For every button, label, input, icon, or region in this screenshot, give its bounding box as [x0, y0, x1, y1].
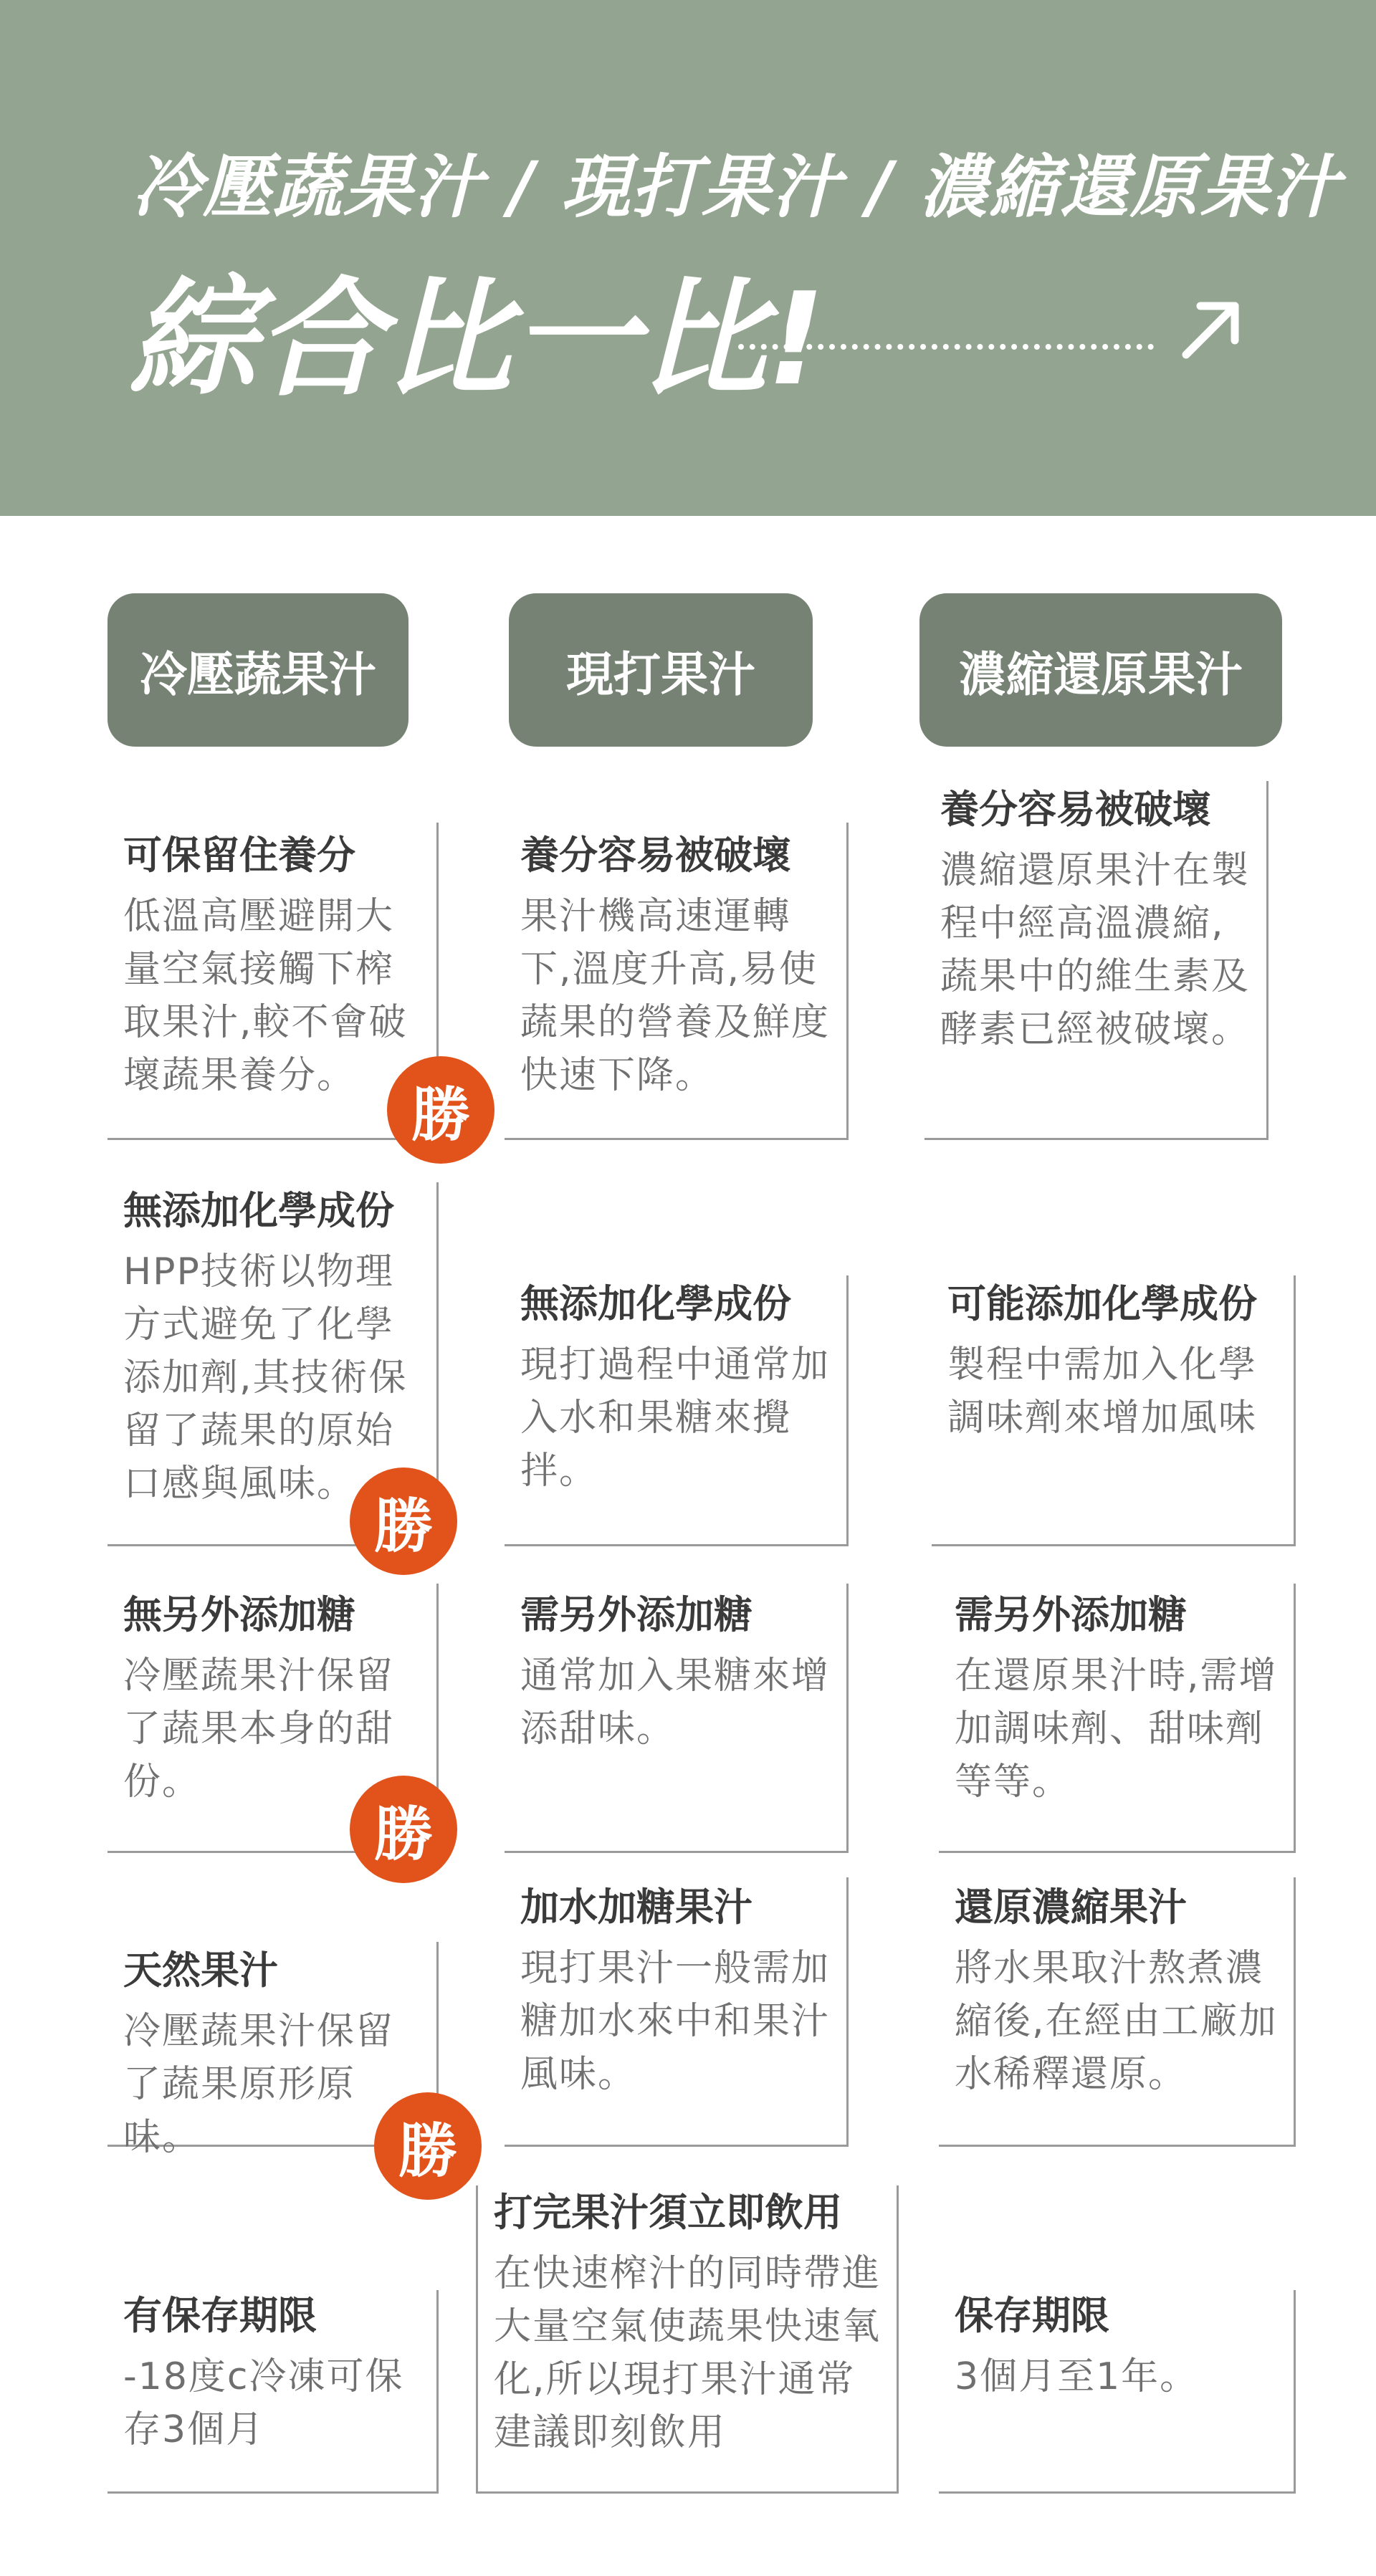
card-additives-fresh	[505, 1275, 849, 1546]
card-natural-concentrate	[939, 1877, 1296, 2147]
column-header-fresh: 現打果汁	[509, 593, 813, 747]
card-heading: 打完果汁須立即飲用	[494, 2190, 842, 2235]
card-body: 低溫高壓避開大量空氣接觸下榨取果汁,較不會破壞蔬果養分。	[123, 895, 408, 1097]
card-body: 3個月至1年。	[955, 2355, 1199, 2398]
card-body: 通常加入果糖來增添甜味。	[520, 1655, 831, 1751]
card-sugar-concentrate	[939, 1584, 1296, 1853]
page-subtitle: 冷壓蔬果汁 / 現打果汁 / 濃縮還原果汁	[133, 147, 1341, 227]
card-heading: 需另外添加糖	[955, 1592, 1187, 1637]
card-sugar-fresh	[505, 1584, 849, 1853]
card-body: 在還原果汁時,需增加調味劑、甜味劑等等。	[955, 1655, 1278, 1804]
card-body: -18度c冷凍可保存3個月	[123, 2355, 404, 2451]
card-additives-concentrate	[932, 1275, 1296, 1546]
card-shelf-life-concentrate	[939, 2290, 1296, 2494]
page-header	[0, 0, 1376, 516]
card-natural-fresh	[505, 1877, 849, 2147]
card-body: 將水果取汁熬煮濃縮後,在經由工廠加水稀釋還原。	[955, 1947, 1278, 2096]
dotted-line	[738, 344, 1154, 350]
card-heading: 可保留住養分	[123, 833, 355, 878]
card-nutrients-cold-pressed	[108, 823, 439, 1140]
card-nutrients-fresh	[505, 823, 849, 1140]
card-body: 製程中需加入化學調味劑來增加風味	[947, 1344, 1258, 1440]
card-body: 濃縮還原果汁在製程中經高溫濃縮,蔬果中的維生素及酵素已經被破壞。	[940, 849, 1251, 1051]
column-header-cold-pressed: 冷壓蔬果汁	[108, 593, 408, 747]
column-header-concentrate: 濃縮還原果汁	[919, 593, 1282, 747]
card-body: 冷壓蔬果汁保留了蔬果本身的甜份。	[123, 1655, 395, 1804]
card-heading: 天然果汁	[123, 1948, 278, 1993]
winner-badge: 勝	[374, 2092, 482, 2200]
winner-badge: 勝	[350, 1776, 457, 1883]
card-nutrients-concentrate	[924, 781, 1268, 1140]
card-shelf-life-fresh	[476, 2185, 899, 2494]
card-body: 現打果汁一般需加糖加水來中和果汁風味。	[520, 1947, 831, 2096]
card-heading: 無添加化學成份	[123, 1188, 394, 1233]
winner-badge: 勝	[387, 1056, 494, 1164]
card-heading: 養分容易被破壞	[940, 787, 1211, 832]
card-heading: 需另外添加糖	[520, 1592, 752, 1637]
page-title: 綜合比一比!	[129, 265, 826, 413]
card-heading: 有保存期限	[123, 2293, 317, 2338]
card-body: 果汁機高速運轉下,溫度升高,易使蔬果的營養及鮮度快速下降。	[520, 895, 831, 1097]
card-heading: 還原濃縮果汁	[955, 1885, 1187, 1930]
card-heading: 加水加糖果汁	[520, 1885, 752, 1930]
card-shelf-life-cold-pressed	[108, 2290, 439, 2494]
card-body: 在快速榨汁的同時帶進大量空氣使蔬果快速氧化,所以現打果汁通常建議即刻飲用	[494, 2252, 882, 2454]
card-body: 冷壓蔬果汁保留了蔬果原形原味。	[123, 2010, 395, 2159]
card-heading: 可能添加化學成份	[947, 1281, 1257, 1326]
card-heading: 保存期限	[955, 2293, 1109, 2338]
card-heading: 無另外添加糖	[123, 1592, 355, 1637]
card-heading: 養分容易被破壞	[520, 833, 791, 878]
winner-badge: 勝	[350, 1467, 457, 1575]
card-body: 現打過程中通常加入水和果糖來攪拌。	[520, 1344, 831, 1493]
arrow-up-right-icon	[1179, 297, 1243, 362]
card-body: HPP技術以物理方式避免了化學添加劑,其技術保留了蔬果的原始口感與風味。	[123, 1250, 408, 1505]
card-heading: 無添加化學成份	[520, 1281, 791, 1326]
